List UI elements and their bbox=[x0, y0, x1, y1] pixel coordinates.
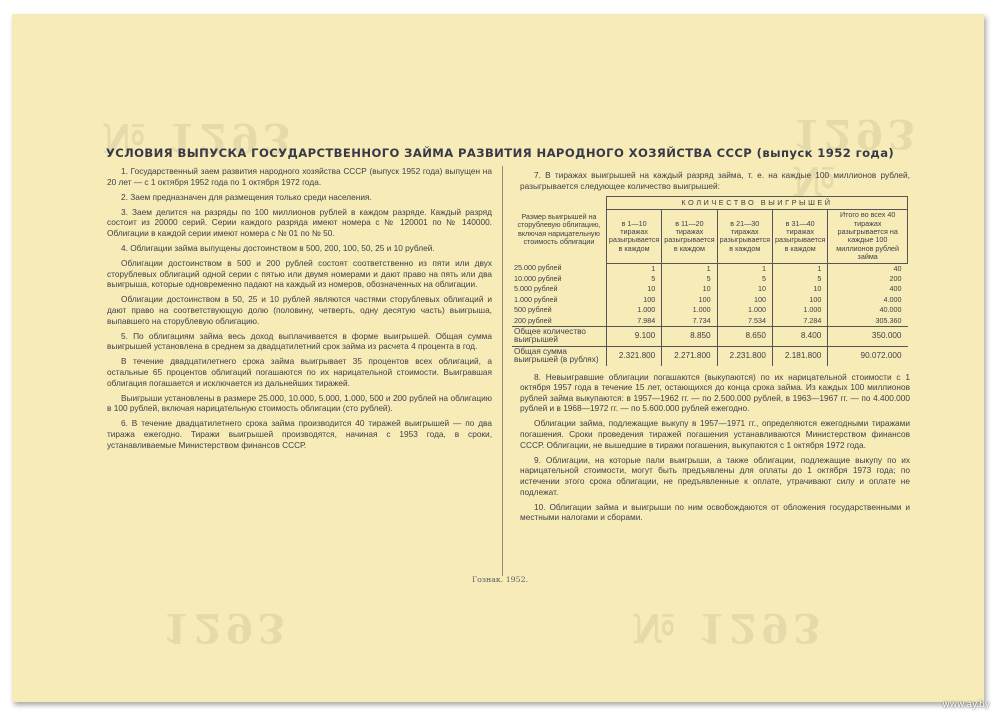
cell: 100 bbox=[606, 295, 661, 305]
cell: 100 bbox=[662, 295, 717, 305]
table-row bbox=[512, 284, 908, 294]
cell: 4.000 bbox=[883, 294, 902, 304]
cell: 7.534 bbox=[717, 316, 772, 327]
cell: 1.000 bbox=[772, 305, 827, 315]
cell: 1 bbox=[662, 263, 717, 274]
cell: 1 bbox=[606, 263, 661, 274]
row-label: 1.000 рублей bbox=[512, 295, 606, 305]
column-divider bbox=[502, 166, 503, 576]
watermark: www.ay.by bbox=[942, 700, 990, 710]
cell: 100 bbox=[772, 295, 827, 305]
cell: 8.650 bbox=[717, 326, 772, 346]
table-row bbox=[512, 316, 908, 327]
paragraph: В течение двадцатилетнего срока займа выигрывает 35 процентов всех облигаций, а остальные 65 процентов облигаций погашаются по их нарицательной стоимости. Выигравшая облигация погашается и исключается из дальнейших тиражей. bbox=[107, 356, 492, 388]
cell: 2.321.800 bbox=[606, 346, 661, 365]
table-row-total-count bbox=[512, 326, 908, 346]
paragraph: 1. Государственный заем развития народного хозяйства СССР (выпуск 1952 года) выпущен на 20 лет — с 1 октября 1952 года по 1 октября 1972 года. bbox=[107, 166, 492, 187]
cell: 5 bbox=[772, 274, 827, 284]
cell: 305.360 bbox=[875, 315, 902, 325]
cell: 350.000 bbox=[828, 326, 908, 346]
paragraph: 10. Облигации займа и выигрыши по ним освобождаются от обложения государственными и местными налогами и сборами. bbox=[520, 501, 910, 523]
table-row bbox=[512, 263, 908, 274]
row-header: Размер выигрышей на сторублевую облигацию, включая нарицательную стоимость облигации bbox=[512, 196, 606, 263]
row-label: 10.000 рублей bbox=[512, 274, 606, 284]
paragraph: Облигации достоинством в 50, 25 и 10 рублей являются частями сторублевых облигаций и дают право на соответствующую долю (половину, четверть, одну десятую часть) выигрыша, выпавшего на сторублевую облигацию. bbox=[107, 294, 492, 326]
cell: 200 bbox=[889, 273, 902, 283]
paragraph: 2. Заем предназначен для размещения только среди населения. bbox=[121, 191, 372, 202]
cell: 1 bbox=[772, 263, 827, 274]
row-label: 500 рублей bbox=[512, 305, 606, 315]
row-label: 25.000 рублей bbox=[512, 263, 606, 274]
cell: 1.000 bbox=[662, 305, 717, 315]
right-column bbox=[514, 170, 910, 527]
column-header: в 11—20 тиражах разыгрывается в каждом bbox=[662, 210, 717, 263]
cell: 2.181.800 bbox=[772, 346, 827, 365]
bleed-through-text: № 1293 bbox=[632, 604, 825, 651]
paragraph: 6. В течение двадцатилетнего срока займа производится 40 тиражей выигрышей — по два тиража ежегодно. Тиражи выигрышей производятся, начиная с 1953 года, в сроки, устанавливаемые Министерством финансов СССР. bbox=[107, 418, 492, 450]
cell: 1.000 bbox=[606, 305, 661, 315]
cell: 9.100 bbox=[606, 326, 661, 346]
row-label: Общая сумма выигрышей (в рублях) bbox=[512, 346, 606, 365]
cell: 2.271.800 bbox=[662, 346, 717, 365]
page-title: УСЛОВИЯ ВЫПУСКА ГОСУДАРСТВЕННОГО ЗАЙМА РАЗВИТИЯ НАРОДНОГО ХОЗЯЙСТВА СССР (выпуск 1952 года) bbox=[105, 146, 895, 160]
paragraph: Выигрыши установлены в размере 25.000, 10.000, 5.000, 1.000, 500 и 200 рублей на облигацию в 100 рублей, включая нарицательную стоимость облигации (сто рублей). bbox=[107, 392, 492, 414]
cell: 8.400 bbox=[772, 326, 827, 346]
cell: 10 bbox=[717, 284, 772, 294]
cell: 7.284 bbox=[772, 316, 827, 327]
column-header: в 1—10 тиражах разыгрывается в каждом bbox=[606, 210, 661, 263]
cell: 90.072.000 bbox=[828, 346, 908, 365]
cell: 7.984 bbox=[606, 316, 661, 327]
table-row bbox=[512, 305, 908, 315]
cell: 10 bbox=[606, 284, 661, 294]
paragraph: 5. По облигациям займа весь доход выплачивается в форме выигрышей. Общая сумма выигрышей установлена в среднем за двадцатилетний срок займа из расчета 4 процента в год. bbox=[107, 330, 492, 352]
row-label: Общее количество выигрышей bbox=[512, 326, 606, 346]
printer-mark: Гознак. 1952. bbox=[471, 575, 529, 584]
column-header: в 21—30 тиражах разыгрывается в каждом bbox=[717, 210, 772, 263]
table-row bbox=[512, 274, 908, 284]
paragraph: 8. Невыигравшие облигации погашаются (выкупаются) по их нарицательной стоимости с 1 октября 1957 года в течение 15 лет, остающихся до конца срока займа. Из каждых 100 миллионов рублей займа выкупаются: в 1957—1962 гг. — по 2.500.000 рублей, в 1963—1967 гг. — по 4.400.000 рублей и в 1968—1972 гг. — по 5.600.000 рублей ежегодно. bbox=[520, 371, 910, 414]
bleed-through-text: 1293 bbox=[162, 604, 290, 651]
table-row-total-sum bbox=[512, 346, 908, 365]
cell: 400 bbox=[889, 284, 902, 294]
cell: 8.850 bbox=[662, 326, 717, 346]
cell: 5 bbox=[606, 274, 661, 284]
paragraph: 7. В тиражах выигрышей на каждый разряд займа, т. е. на каждые 100 миллионов рублей, разыгрывается следующее количество выигрышей: bbox=[520, 170, 910, 191]
cell: 5 bbox=[662, 274, 717, 284]
cell: 40.000 bbox=[879, 305, 902, 315]
table-row bbox=[512, 295, 908, 305]
paragraph: Облигации достоинством в 500 и 200 рублей состоят соответственно из пяти или двух сторублевых облигаций одной серии с пятью или двумя номерами и дают право на пять или два выигрыша, которые одновременно падают на каждый из номеров, обозначенных на облигации. bbox=[107, 258, 492, 290]
cell: 5 bbox=[717, 274, 772, 284]
left-column bbox=[107, 166, 492, 455]
paragraph: 9. Облигации, на которые пали выигрыши, а также облигации, подлежащие выкупу по их нарицательной стоимости, могут быть предъявлены для оплаты до 1 октября 1973 года; по истечении этого срока облигации, не предъявленные к оплате, утрачивают силу и оплате не подлежат. bbox=[520, 454, 910, 497]
bleed-through-text: № 1293 bbox=[102, 114, 295, 161]
cell: 40 bbox=[893, 263, 902, 273]
cell: 1.000 bbox=[717, 305, 772, 315]
paragraph: Облигации займа, подлежащие выкупу в 1957—1971 гг., определяются ежегодными тиражами погашения. Сроки проведения тиражей погашения устанавливаются Министерством финансов СССР. Облигации, не вышедшие в тиражи погашения, выкупаются с 1 октября 1972 года. bbox=[520, 418, 910, 450]
cell: 10 bbox=[662, 284, 717, 294]
winnings-table bbox=[512, 196, 908, 366]
quantity-header: КОЛИЧЕСТВО ВЫИГРЫШЕЙ bbox=[606, 196, 907, 209]
bleed-through-text: № 1293 bbox=[792, 110, 920, 204]
row-label: 200 рублей bbox=[512, 316, 606, 327]
column-header: Итого во всех 40 тиражах разыгрывается на каждые 100 миллионов рублей займа bbox=[828, 210, 908, 263]
cell: 7.734 bbox=[662, 316, 717, 327]
cell: 2.231.800 bbox=[717, 346, 772, 365]
row-label: 5.000 рублей bbox=[512, 284, 606, 294]
cell: 100 bbox=[717, 295, 772, 305]
cell: 10 bbox=[772, 284, 827, 294]
paragraph: 3. Заем делится на разряды по 100 миллионов рублей в каждом разряде. Каждый разряд состоит из 20000 серий. Серии каждого разряда имеют номера с № 120001 по № 140000. Облигации в каждой серии имеют номера с № 01 по № 50. bbox=[107, 206, 492, 238]
cell: 1 bbox=[717, 263, 772, 274]
paragraph: 4. Облигации займа выпущены достоинством в 500, 200, 100, 50, 25 и 10 рублей. bbox=[121, 243, 435, 254]
column-header: в 31—40 тиражах разыгрывается в каждом bbox=[772, 210, 827, 263]
